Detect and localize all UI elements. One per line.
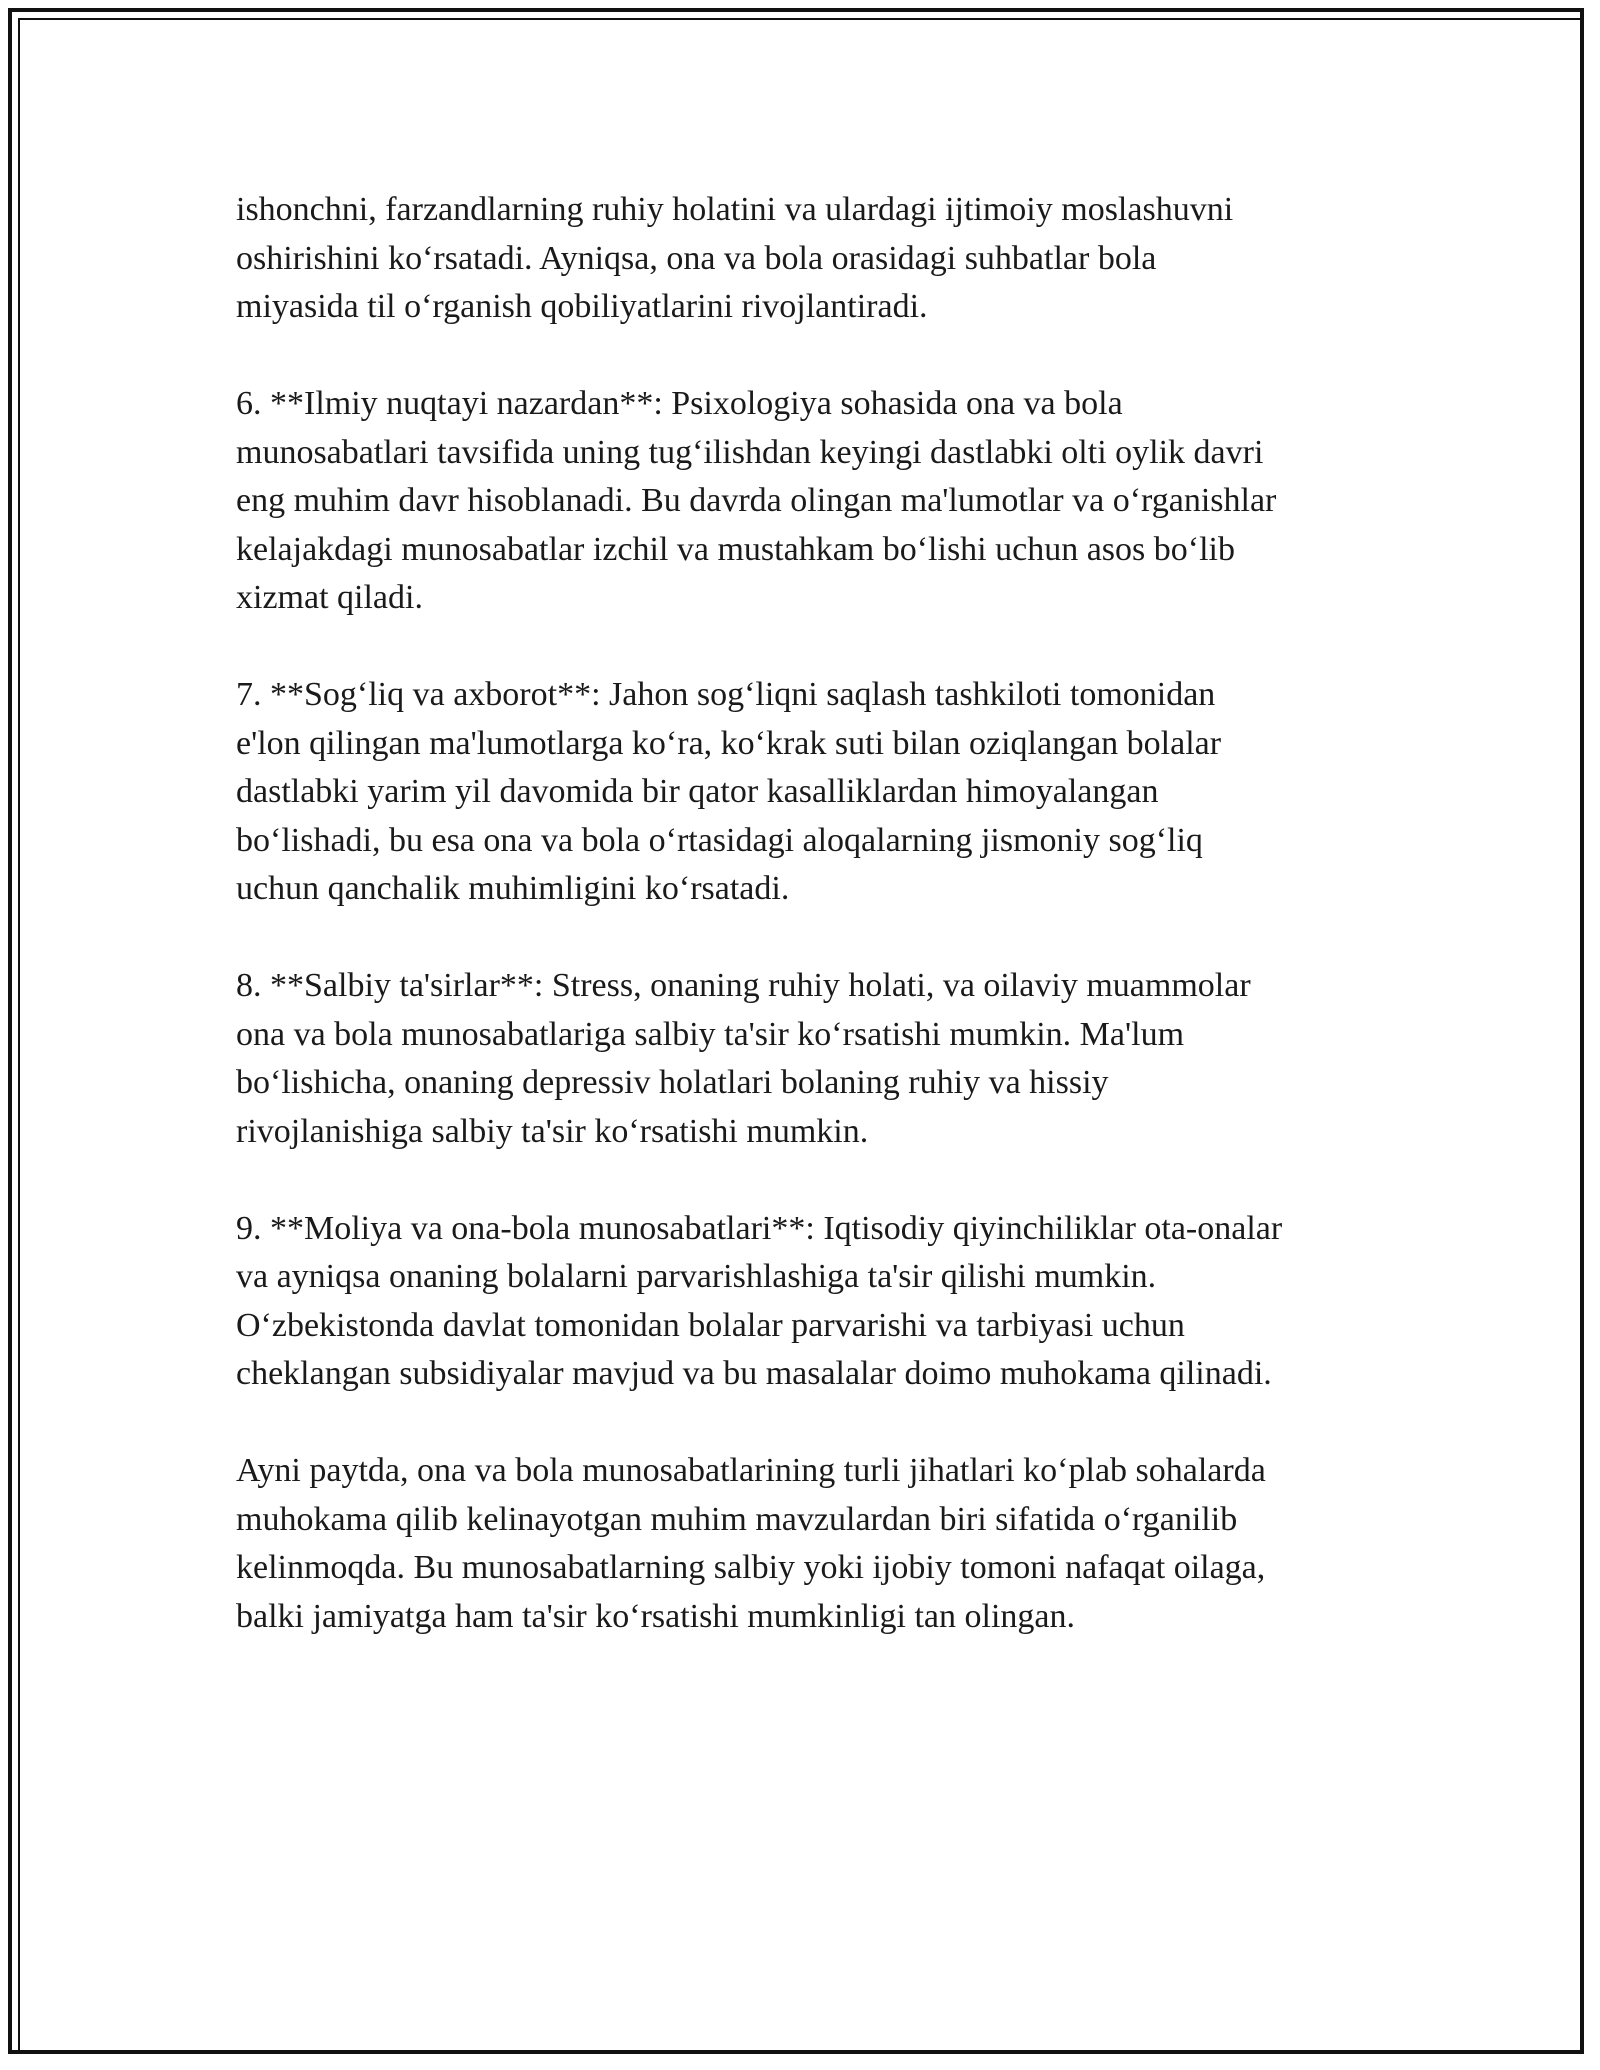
text-line: eng muhim davr hisoblanadi. Bu davrda olingan ma'lumotlar va o‘rganishlar <box>236 482 1277 519</box>
text-line: kelinmoqda. Bu munosabatlarning salbiy yoki ijobiy tomoni nafaqat oilaga, <box>236 1549 1266 1586</box>
text-line: cheklangan subsidiyalar mavjud va bu masalalar doimo muhokama qilinadi. <box>236 1355 1272 1392</box>
text-line: ona va bola munosabatlariga salbiy ta'sir ko‘rsatishi mumkin. Ma'lum <box>236 1015 1185 1053</box>
text-line: balki jamiyatga ham ta'sir ko‘rsatishi mumkinligi tan olingan. <box>236 1597 1075 1635</box>
text-line: dastlabki yarim yil davomida bir qator kasalliklardan himoyalangan <box>236 773 1159 810</box>
text-line: ishonchni, farzandlarning ruhiy holatini va ulardagi ijtimoiy moslashuvni <box>236 191 1234 228</box>
paragraph-item-9 <box>236 1205 1386 1399</box>
paragraph-conclusion <box>236 1447 1386 1641</box>
paragraph-intro-continuation <box>236 186 1386 332</box>
text-line: muhokama qilib kelinayotgan muhim mavzulardan biri sifatida o‘rganilib <box>236 1500 1238 1538</box>
text-line: 7. **Sog‘liq va axborot**: Jahon sog‘liqni saqlash tashkiloti tomonidan <box>236 676 1216 713</box>
text-line: rivojlanishiga salbiy ta'sir ko‘rsatishi mumkin. <box>236 1112 869 1150</box>
paragraph-item-8 <box>236 962 1386 1156</box>
text-line: kelajakdagi munosabatlar izchil va mustahkam bo‘lishi uchun asos bo‘lib <box>236 530 1235 568</box>
text-line: e'lon qilingan ma'lumotlarga ko‘ra, ko‘krak suti bilan oziqlangan bolalar <box>236 724 1222 762</box>
document-body <box>236 186 1386 1690</box>
text-line: va ayniqsa onaning bolalarni parvarishlashiga ta'sir qilishi mumkin. <box>236 1258 1157 1295</box>
text-line: munosabatlari tavsifida uning tug‘ilishdan keyingi dastlabki olti oylik davri <box>236 433 1264 471</box>
text-line: 6. **Ilmiy nuqtayi nazardan**: Psixologiya sohasida ona va bola <box>236 385 1123 422</box>
text-line: miyasida til o‘rganish qobiliyatlarini rivojlantiradi. <box>236 288 928 325</box>
text-line: O‘zbekistonda davlat tomonidan bolalar parvarishi va tarbiyasi uchun <box>236 1306 1185 1344</box>
paragraph-item-7 <box>236 671 1386 914</box>
text-line: Ayni paytda, ona va bola munosabatlarining turli jihatlari ko‘plab sohalarda <box>236 1452 1266 1489</box>
text-line: uchun qanchalik muhimligini ko‘rsatadi. <box>236 870 790 907</box>
text-line: 9. **Moliya va ona-bola munosabatlari**: Iqtisodiy qiyinchiliklar ota-onalar <box>236 1209 1283 1247</box>
text-line: bo‘lishadi, bu esa ona va bola o‘rtasidagi aloqalarning jismoniy sog‘liq <box>236 821 1203 859</box>
text-line: bo‘lishicha, onaning depressiv holatlari bolaning ruhiy va hissiy <box>236 1064 1109 1101</box>
text-line: 8. **Salbiy ta'sirlar**: Stress, onaning ruhiy holati, va oilaviy muammolar <box>236 967 1251 1004</box>
paragraph-item-6 <box>236 380 1386 623</box>
text-line: xizmat qiladi. <box>236 579 423 616</box>
text-line: oshirishini ko‘rsatadi. Ayniqsa, ona va bola orasidagi suhbatlar bola <box>236 239 1157 277</box>
